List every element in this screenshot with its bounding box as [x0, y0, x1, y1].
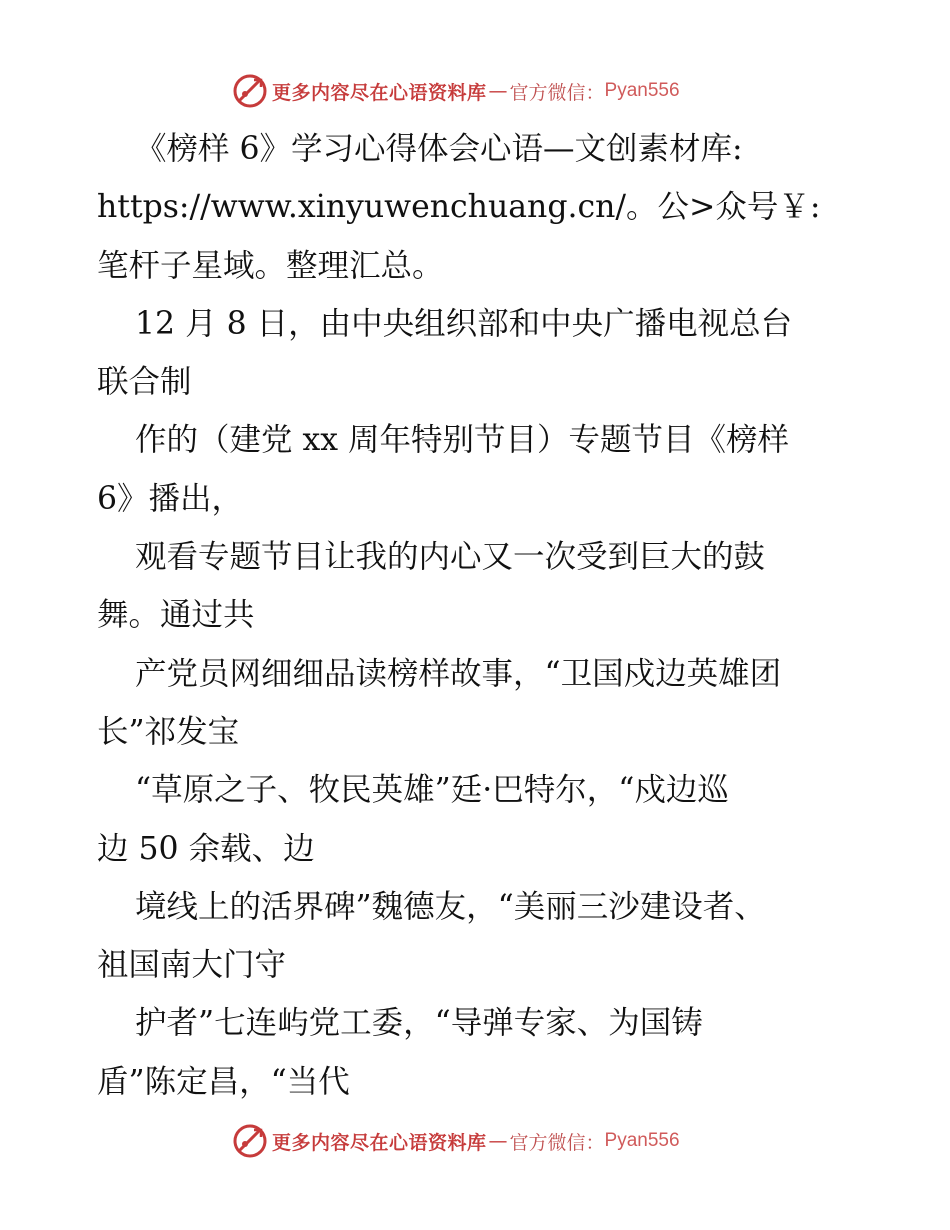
watermark-wechat-id: Pyan556 — [604, 1130, 680, 1151]
library-logo-icon — [232, 73, 268, 109]
body-line: 作的（建党 xx 周年特别节目）专题节目《榜样 — [135, 422, 790, 459]
body-line: 护者”七连屿党工委，“导弹专家、为国铸 — [135, 1005, 703, 1042]
body-line: “草原之子、牧民英雄”廷·巴特尔，“戍边巡 — [135, 772, 729, 809]
body-line: 观看专题节目让我的内心又一次受到巨大的鼓 — [135, 539, 766, 576]
document-body — [97, 120, 917, 1111]
body-line: https://www.xinyuwenchuang.cn/。公>众号￥: — [97, 189, 821, 226]
library-logo-icon — [232, 1123, 268, 1159]
watermark-separator: — — [488, 1130, 508, 1152]
watermark-official-label: 官方微信： — [509, 81, 605, 104]
watermark-footer — [232, 1121, 680, 1161]
body-line: 祖国南大门守 — [97, 947, 287, 984]
watermark-main-text: 更多内容尽在心语资料库 — [272, 81, 487, 104]
watermark-main-text: 更多内容尽在心语资料库 — [272, 1131, 487, 1154]
watermark-wechat-id: Pyan556 — [604, 80, 680, 101]
body-line: 联合制 — [97, 364, 192, 401]
watermark-official-label: 官方微信： — [509, 1131, 605, 1154]
body-line: 盾”陈定昌，“当代 — [97, 1063, 350, 1100]
body-line: 产党员网细细品读榜样故事，“卫国戍边英雄团 — [135, 655, 782, 692]
body-line: 境线上的活界碑”魏德友，“美丽三沙建设者、 — [135, 888, 766, 925]
watermark-header — [232, 71, 680, 111]
body-line: 边 50 余载、边 — [97, 830, 315, 867]
body-line: 长”祁发宝 — [97, 713, 240, 750]
body-line: 舞。通过共 — [97, 597, 255, 634]
watermark-separator: — — [488, 80, 508, 102]
body-line: 12 月 8 日，由中央组织部和中央广播电视总台 — [135, 305, 793, 342]
body-line: 笔杆子星域。整理汇总。 — [97, 247, 444, 284]
body-line: 6》播出， — [97, 480, 244, 517]
body-line: 《榜样 6》学习心得体会心语—文创素材库: — [135, 131, 743, 167]
